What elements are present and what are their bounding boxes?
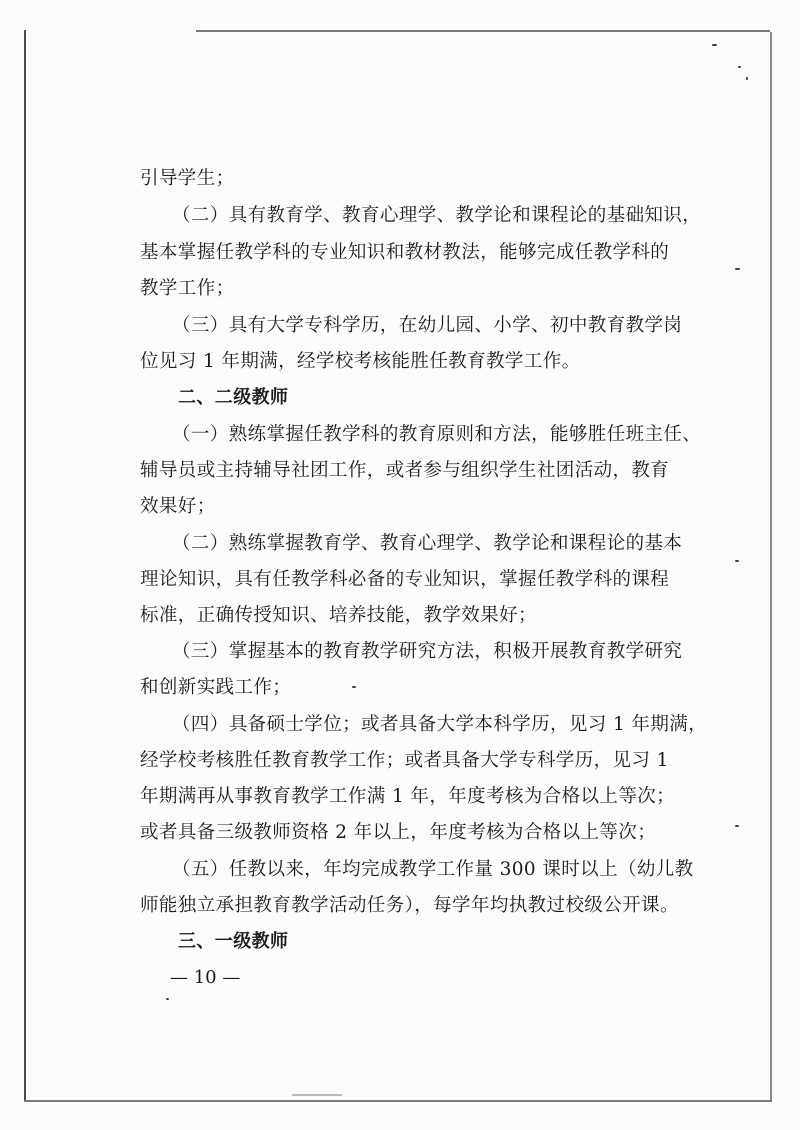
text-line: 效果好； [140, 496, 216, 517]
scan-speck [735, 268, 740, 270]
scan-speck [352, 686, 356, 688]
text-line: （二）具有教育学、教育心理学、教学论和课程论的基础知识， [172, 205, 702, 226]
text-line: （二）熟练掌握教育学、教育心理学、教学论和课程论的基本 [172, 533, 683, 554]
text-line: 基本掌握任教学科的专业知识和教材教法，能够完成任教学科的 [140, 242, 670, 263]
scan-speck [735, 560, 739, 562]
text-line: 位见习 1 年期满，经学校考核能胜任教育教学工作。 [140, 351, 581, 372]
text-line: 和创新实践工作； [140, 677, 292, 698]
section-heading: 二、二级教师 [178, 387, 289, 408]
text-line: （三）掌握基本的教育教学研究方法，积极开展教育教学研究 [172, 641, 683, 662]
text-line: 经学校考核胜任教育教学工作；或者具备大学专科学历，见习 1 [140, 750, 669, 771]
text-line: 年期满再从事教育教学工作满 1 年，年度考核为合格以上等次； [140, 786, 676, 807]
scan-speck [738, 66, 741, 68]
scan-speck [746, 77, 748, 80]
text-line: 标准，正确传授知识、培养技能，教学效果好； [140, 605, 537, 626]
text-line: （三）具有大学专科学历，在幼儿园、小学、初中教育教学岗 [172, 315, 683, 336]
scan-speck [735, 825, 739, 827]
scan-border-left [24, 30, 26, 1102]
scan-speck [292, 1094, 342, 1096]
page-number: — 10 — [170, 967, 241, 988]
section-heading: 三、一级教师 [178, 931, 289, 952]
scan-speck [712, 44, 717, 46]
scan-border-bottom [24, 1100, 772, 1102]
text-line: 理论知识，具有任教学科必备的专业知识，掌握任教学科的课程 [140, 569, 670, 590]
text-line: 或者具备三级教师资格 2 年以上，年度考核为合格以上等次； [140, 822, 657, 843]
text-line: （一）熟练掌握任教学科的教育原则和方法，能够胜任班主任、 [172, 424, 702, 445]
text-line: 教学工作； [140, 278, 235, 299]
text-line: 辅导员或主持辅导社团工作，或者参与组织学生社团活动，教育 [140, 460, 670, 481]
text-line: 引导学生； [140, 168, 235, 189]
text-line: （四）具备硕士学位；或者具备大学本科学历，见习 1 年期满， [172, 714, 708, 735]
text-line: 师能独立承担教育教学活动任务），每学年均执教过校级公开课。 [140, 895, 679, 916]
text-line: （五）任教以来，年均完成教学工作量 300 课时以上（幼儿教 [172, 859, 694, 880]
scan-border-right [770, 32, 772, 1100]
scan-speck [166, 998, 169, 1000]
scan-border-top [196, 30, 770, 32]
